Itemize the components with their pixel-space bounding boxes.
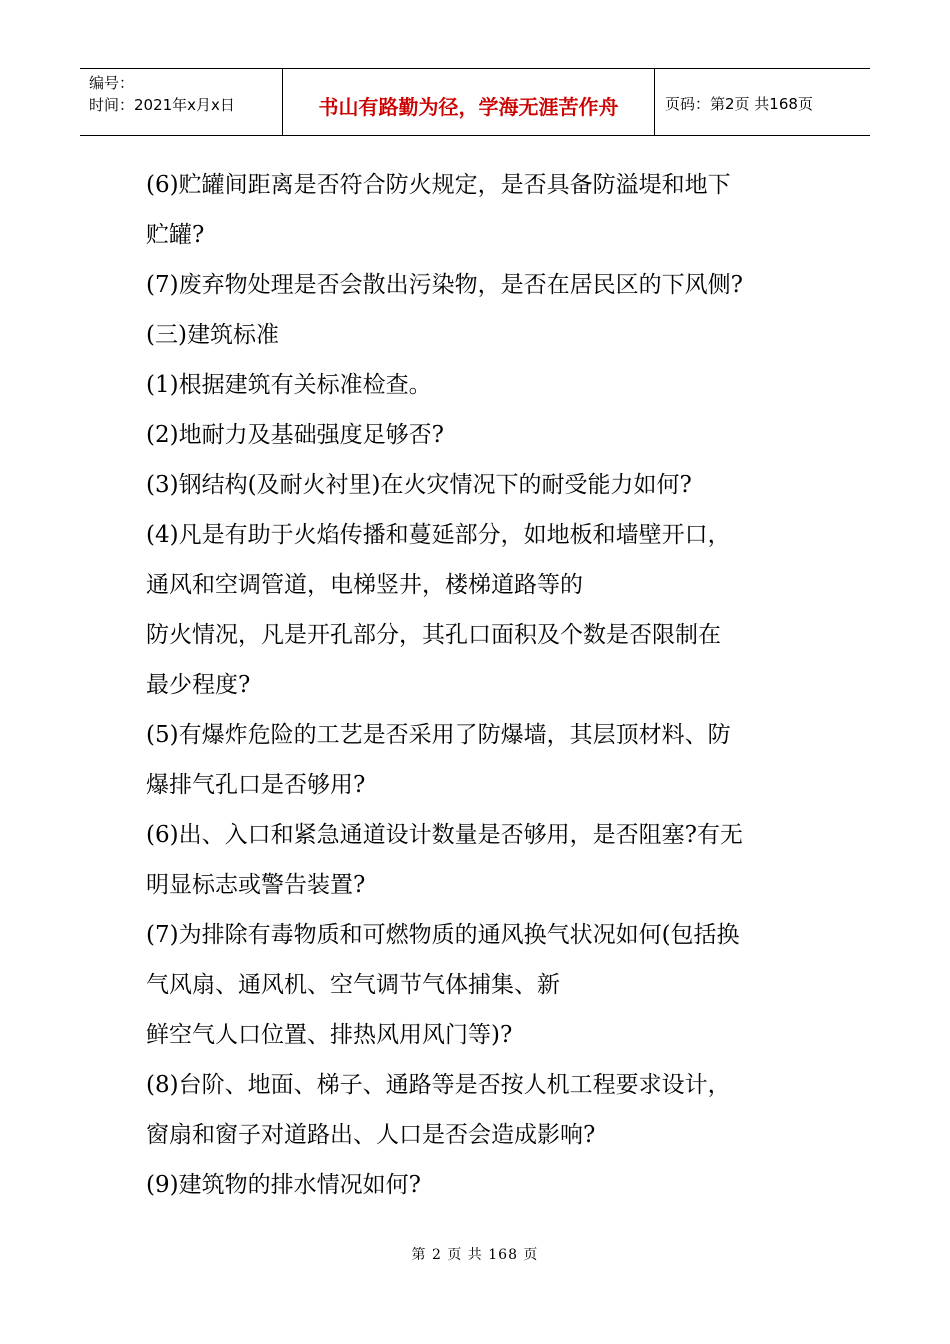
text-line: (1)根据建筑有关标准检查。 (146, 372, 432, 398)
section-heading: (三)建筑标准 (146, 322, 279, 348)
text-line: 鲜空气人口位置、排热风用风门等)? (146, 1022, 513, 1048)
text-line: (8)台阶、地面、梯子、通路等是否按人机工程要求设计， (146, 1072, 731, 1098)
text-line: (9)建筑物的排水情况如何? (146, 1172, 421, 1198)
text-line: (7)废弃物处理是否会散出污染物，是否在居民区的下风侧? (146, 272, 743, 298)
document-body (146, 160, 811, 1210)
page-footer: 第 2 页 共 168 页 (411, 1247, 539, 1263)
text-line: 明显标志或警告装置? (146, 872, 366, 898)
text-line: 贮罐? (146, 222, 205, 248)
header-meta-cell (80, 69, 283, 135)
header-motto: 书山有路勤为径，学海无涯苦作舟 (318, 94, 619, 119)
text-line: 通风和空调管道，电梯竖井，楼梯道路等的 (146, 572, 583, 598)
text-line: (7)为排除有毒物质和可燃物质的通风换气状况如何(包括换 (146, 922, 740, 948)
page-header (80, 68, 870, 136)
text-line: 爆排气孔口是否够用? (146, 772, 366, 798)
text-line: (6)贮罐间距离是否符合防火规定，是否具备防溢堤和地下 (146, 172, 731, 198)
text-line: 防火情况，凡是开孔部分，其孔口面积及个数是否限制在 (146, 622, 721, 648)
header-motto-cell (283, 69, 655, 135)
text-line: 气风扇、通风机、空气调节气体捕集、新 (146, 972, 560, 998)
text-line: (5)有爆炸危险的工艺是否采用了防爆墙，其层顶材料、防 (146, 722, 731, 748)
text-line: 窗扇和窗子对道路出、人口是否会造成影响? (146, 1122, 596, 1148)
header-page-cell (655, 69, 870, 135)
text-line: (3)钢结构(及耐火衬里)在火灾情况下的耐受能力如何? (146, 472, 692, 498)
text-line: (2)地耐力及基础强度足够否? (146, 422, 444, 448)
document-time-label: 时间：2021年x月x日 (89, 96, 235, 114)
text-line: 最少程度? (146, 672, 251, 698)
text-line: (6)出、入口和紧急通道设计数量是否够用，是否阻塞?有无 (146, 822, 743, 848)
document-number-label: 编号： (89, 74, 135, 92)
text-line: (4)凡是有助于火焰传播和蔓延部分，如地板和墙壁开口， (146, 522, 731, 548)
header-page-info: 页码：第2页 共168页 (665, 94, 813, 113)
